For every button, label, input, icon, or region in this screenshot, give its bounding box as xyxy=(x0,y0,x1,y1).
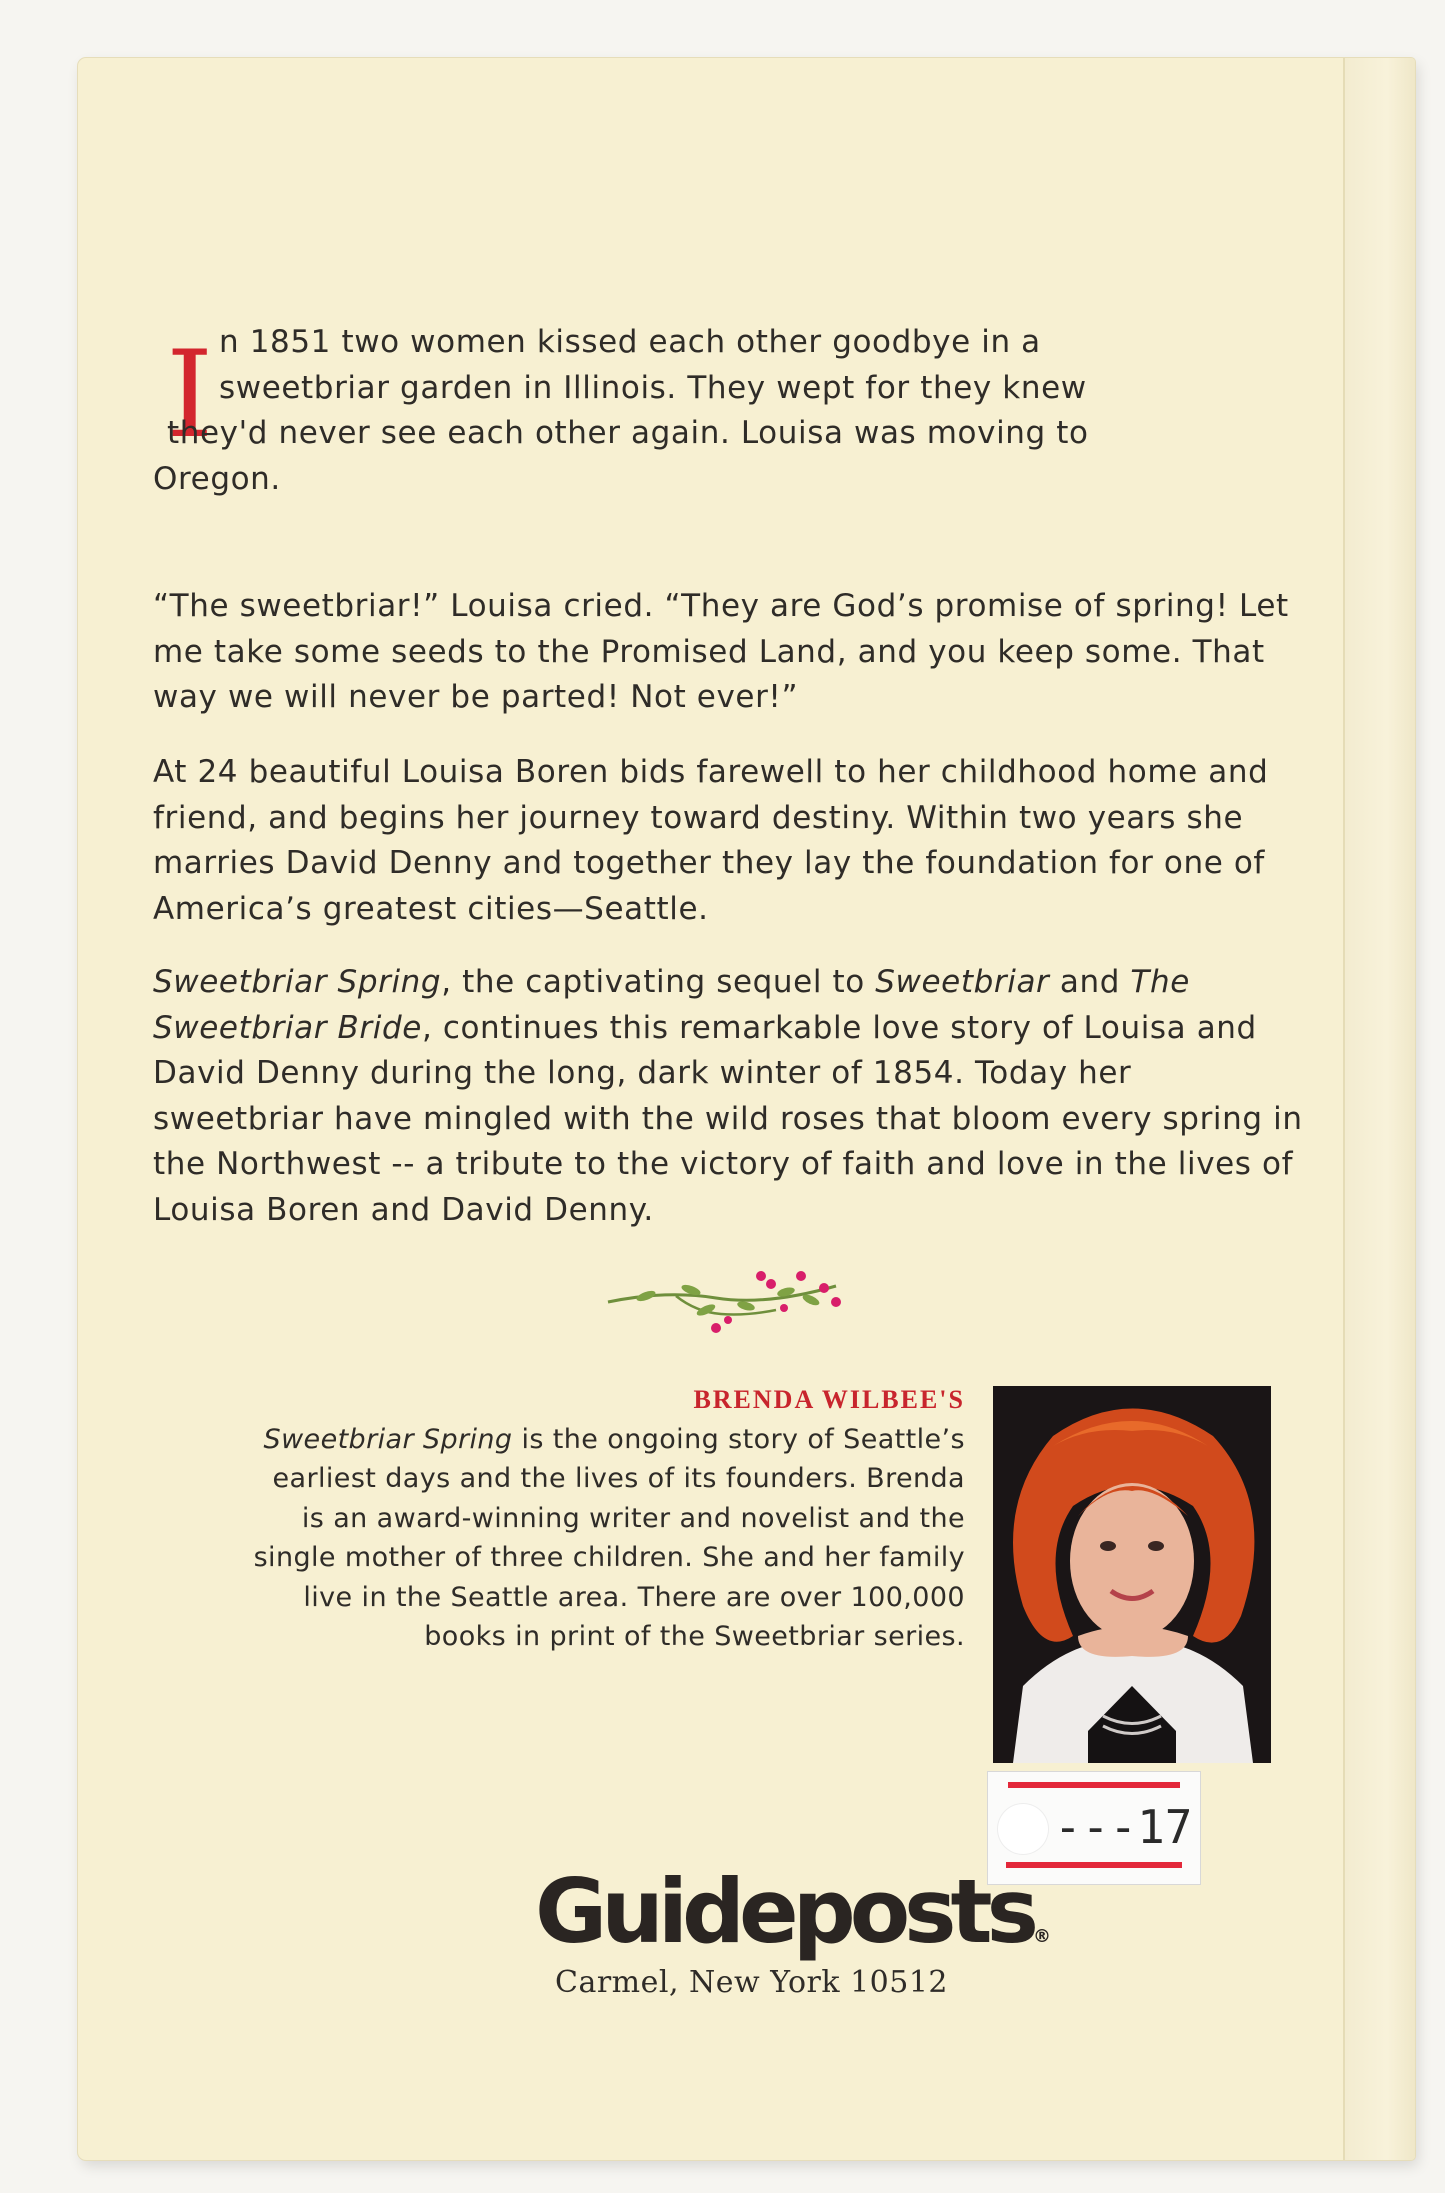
blurb-paragraph-4 xyxy=(153,960,1303,1233)
blurb-line: sweetbriar garden in Illinois. They wept for they knew xyxy=(219,369,1087,406)
author-portrait xyxy=(993,1386,1271,1763)
spine xyxy=(1345,58,1415,2160)
publisher-name: Guideposts xyxy=(535,1860,1033,1963)
book-title: The Sweetbriar Bride xyxy=(153,964,1190,1046)
registered-mark: ® xyxy=(1033,1926,1051,1947)
author-bio xyxy=(250,1380,965,1657)
blurb-paragraph-3: At 24 beautiful Louisa Boren bids farewell to her childhood home and friend, and begins her journey toward destiny. Within two years she marries David Denny and together they lay the foundation for one of America’s greatest cities—Seattle. xyxy=(153,754,1269,927)
sticker-stripe xyxy=(1008,1782,1180,1788)
price-label: ---17 xyxy=(1054,1800,1193,1854)
blurb-text: , continues this remarkable love story of Louisa and David Denny during the long, dark winter of 1854. Today her sweetbriar have mingled with the wild roses that bloom every spring in the Northwest -- a tribute to the victory of faith and love in the lives of Louisa Boren and David Denny. xyxy=(153,1009,1303,1228)
book-title: Sweetbriar xyxy=(875,964,1050,1000)
blurb-line: Oregon. xyxy=(153,460,281,497)
sticker-dot xyxy=(998,1804,1048,1854)
blurb-line: n 1851 two women kissed each other goodbye in a xyxy=(219,324,1041,360)
book-title: Sweetbriar Spring xyxy=(153,964,442,1000)
blurb-text: and xyxy=(1049,964,1131,1000)
bio-text: is the ongoing story of Seattle’s earliest days and the lives of its founders. Brenda is an award-winning writer and novelist and the single mother of three children. She and her family live in the Seattle area. There are over 100,000 books in print of the Sweetbriar series. xyxy=(253,1423,965,1652)
sweetbriar-branch-ornament xyxy=(606,1262,846,1342)
blurb-text: , the captivating sequel to xyxy=(441,964,876,1000)
drop-cap: I xyxy=(166,326,214,465)
author-bio-text xyxy=(250,1420,965,1657)
publisher-logo xyxy=(535,1860,1051,1963)
book-title: Sweetbriar Spring xyxy=(263,1423,513,1455)
blurb-paragraph-2: “The sweetbriar!” Louisa cried. “They are God’s promise of spring! Let me take some seeds to the Promised Land, and you keep some. That way we will never be parted! Not ever!” xyxy=(153,588,1289,715)
publisher-address: Carmel, New York 10512 xyxy=(555,1965,949,2000)
author-heading: BRENDA WILBEE'S xyxy=(693,1385,965,1414)
blurb-paragraph-1 xyxy=(153,320,1303,502)
blurb-line: they'd never see each other again. Louisa was moving to xyxy=(167,415,1089,451)
